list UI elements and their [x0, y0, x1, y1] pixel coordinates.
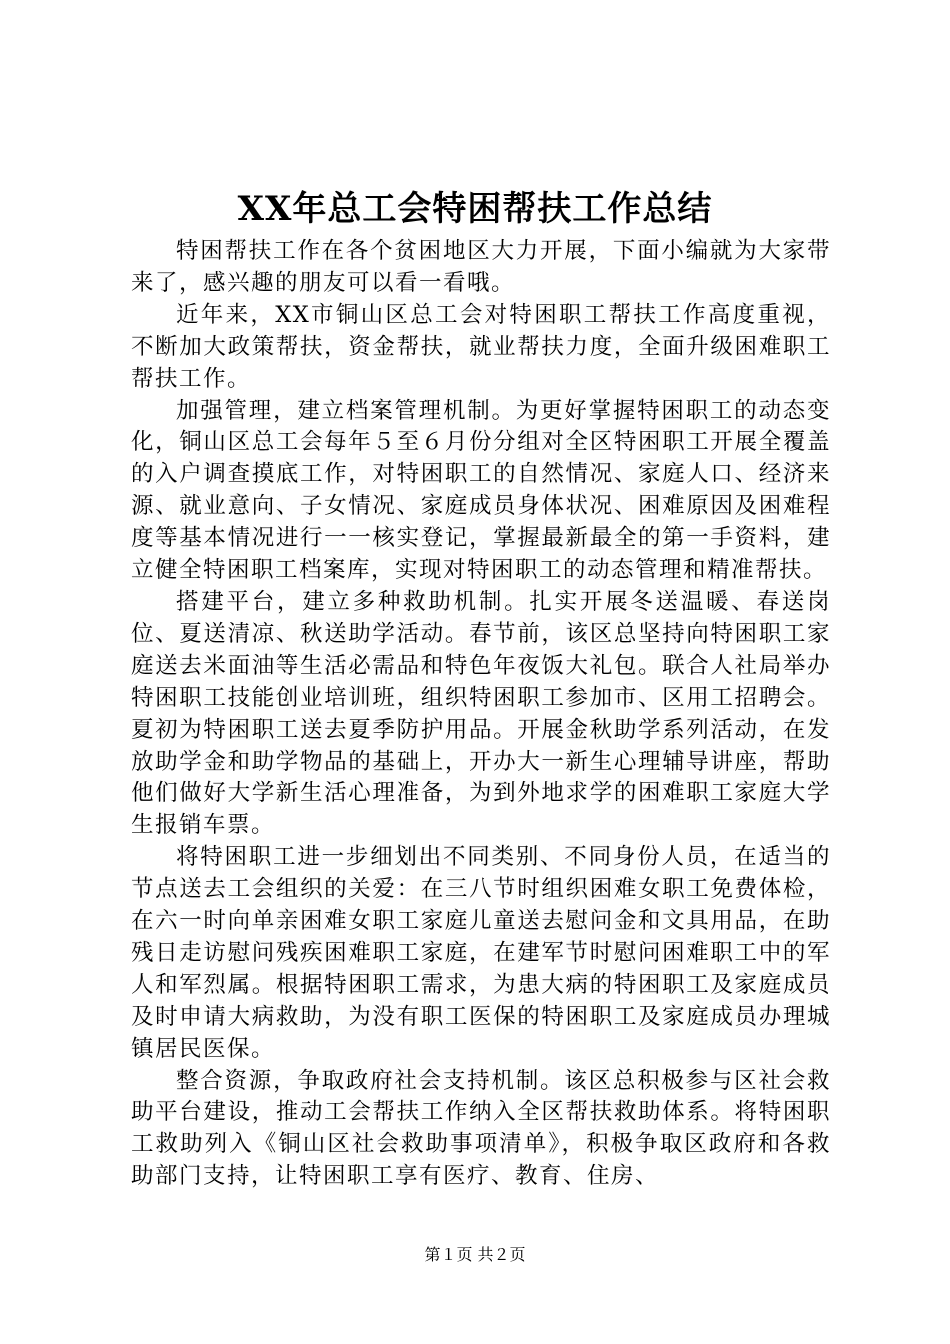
page-number-footer: 第１页 共２页 — [424, 1245, 526, 1264]
paragraph-resource-integration: 整合资源，争取政府社会支持机制。该区总积极参与区社会救助平台建设，推动工会帮扶工作纳入全区帮扶救助体系。将特困职工救助列入《铜山区社会救助事项清单》，积极争取区政府和各救助部门支持，让特困职工享有医疗、教育、住房、 — [131, 1067, 831, 1190]
paragraph-targeted-care: 将特困职工进一步细划出不同类别、不同身份人员，在适当的节点送去工会组织的关爱：在三八节时组织困难女职工免费体检，在六一时向单亲困难女职工家庭儿童送去慰问金和文具用品，在助残日走访慰问残疾困难职工家庭，在建军节时慰问困难职工中的军人和军烈属。根据特困职工需求，为患大病的特困职工及家庭成员及时申请大病救助，为没有职工医保的特困职工及家庭成员办理城镇居民医保。 — [131, 844, 831, 1062]
document-title: XX年总工会特困帮扶工作总结 — [237, 189, 713, 229]
paragraph-archive-management: 加强管理，建立档案管理机制。为更好掌握特困职工的动态变化，铜山区总工会每年５至６月份分组对全区特困职工开展全覆盖的入户调查摸底工作，对特困职工的自然情况、家庭人口、经济来源、就业意向、子女情况、家庭成员身体状况、困难原因及困难程度等基本情况进行一一核实登记，掌握最新最全的第一手资料，建立健全特困职工档案库，实现对特困职工的动态管理和精准帮扶。 — [131, 397, 831, 584]
paragraph-assistance-platform: 搭建平台，建立多种救助机制。扎实开展冬送温暖、春送岗位、夏送清凉、秋送助学活动。春节前，该区总坚持向特困职工家庭送去米面油等生活必需品和特色年夜饭大礼包。联合人社局举办特困职工技能创业培训班，组织特困职工参加市、区用工招聘会。夏初为特困职工送去夏季防护用品。开展金秋助学系列活动，在发放助学金和助学物品的基础上，开办大一新生心理辅导讲座，帮助他们做好大学新生活心理准备，为到外地求学的困难职工家庭大学生报销车票。 — [131, 588, 831, 839]
paragraph-overview: 近年来，XX市铜山区总工会对特困职工帮扶工作高度重视，不断加大政策帮扶，资金帮扶，就业帮扶力度，全面升级困难职工帮扶工作。 — [131, 301, 831, 392]
document-body — [131, 236, 831, 1193]
paragraph-intro: 特困帮扶工作在各个贫困地区大力开展，下面小编就为大家带来了，感兴趣的朋友可以看一看哦。 — [131, 238, 831, 296]
